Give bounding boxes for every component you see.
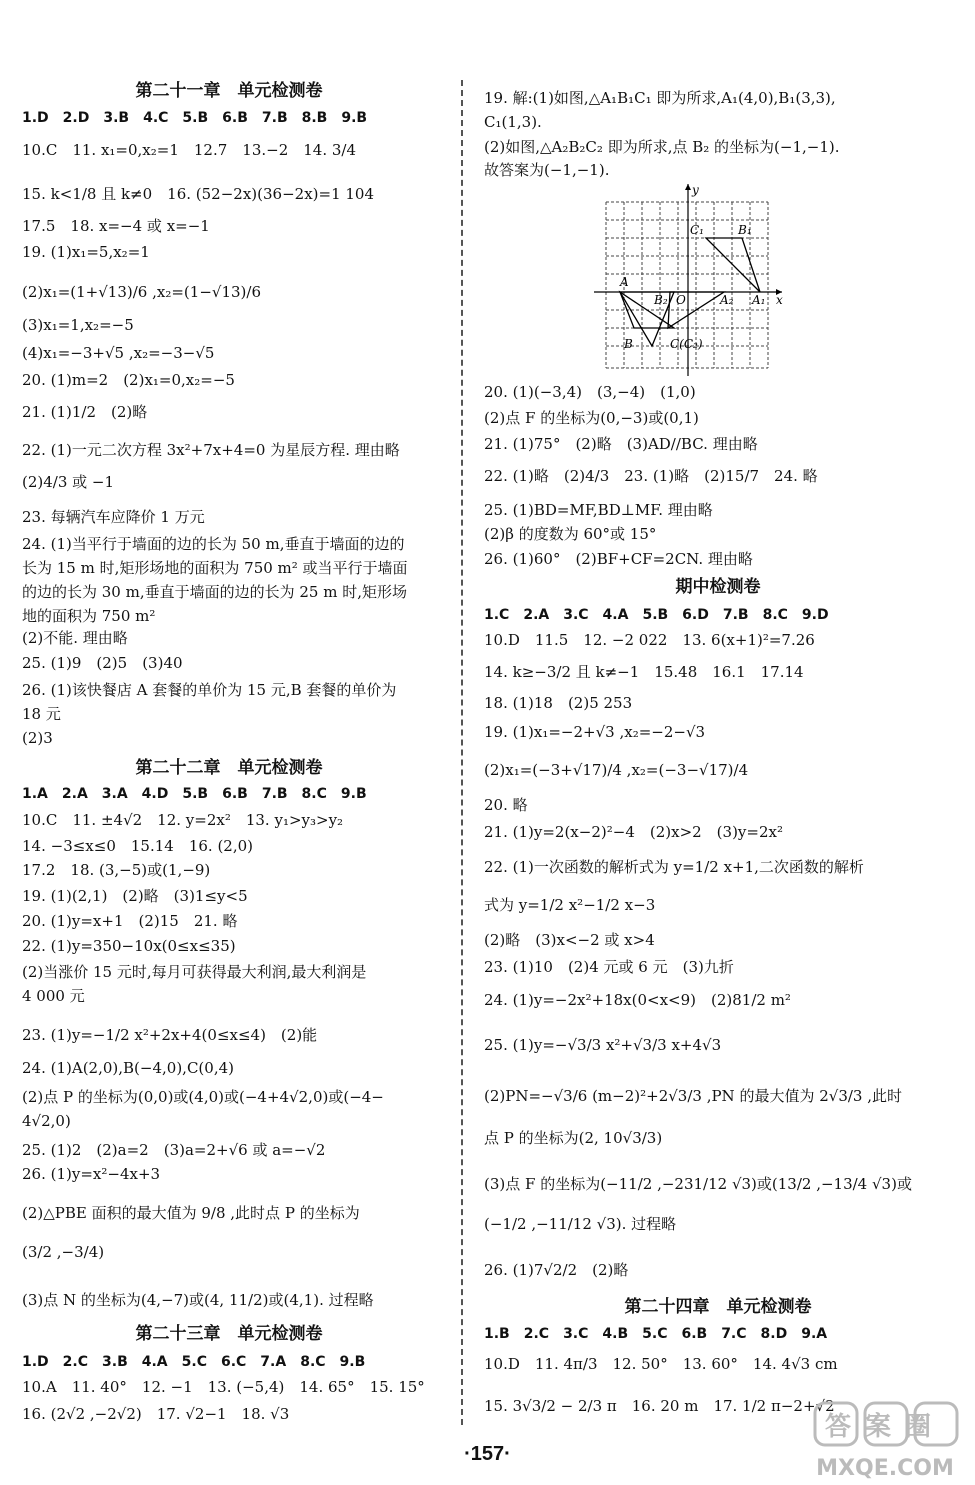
answer-line: 17.5 18. x=−4 或 x=−1 [22,217,210,235]
answer-line: 16. (2√2 ,−2√2) 17. √2−1 18. √3 [22,1405,290,1423]
answer-line: (−1/2 ,−11/12 √3). 过程略 [484,1215,677,1233]
answer-line: 19. (1)x₁=−2+√3 ,x₂=−2−√3 [484,723,706,741]
answer-line: 24. (1)A(2,0),B(−4,0),C(0,4) [22,1059,234,1077]
watermark-logo [795,1395,975,1485]
answer-line: (2)PN=−√3/6 (m−2)²+2√3/3 ,PN 的最大值为 2√3/3 ,此时 [484,1087,903,1105]
answer-line: (2)3 [22,729,53,747]
answer-line: 20. (1)m=2 (2)x₁=0,x₂=−5 [22,371,235,389]
answer-line: 23. (1)10 (2)4 元或 6 元 (3)九折 [484,958,734,976]
answer-line: (3/2 ,−3/4) [22,1243,105,1261]
answer-line: 22. (1)略 (2)4/3 23. (1)略 (2)15/7 24. 略 [484,467,818,485]
answer-line: (2)不能. 理由略 [22,629,128,647]
answer-line: 10.D 11. 4π/3 12. 50° 13. 60° 14. 4√3 cm [484,1355,838,1373]
answer-line: 点 P 的坐标为(2, 10√3/3) [484,1129,663,1147]
section-heading-ch23: 第二十三章 单元检测卷 [135,1324,323,1344]
answer-line: 1.B 2.C 3.C 4.B 5.C 6.B 7.C 8.D 9.A [484,1326,828,1342]
answer-line: 20. (1)y=x+1 (2)15 21. 略 [22,912,238,930]
answer-line: 23. (1)y=−1/2 x²+2x+4(0≤x≤4) (2)能 [22,1026,318,1044]
answer-line: 22. (1)一次函数的解析式为 y=1/2 x+1,二次函数的解析 [484,858,864,876]
answer-line: 1.A 2.A 3.A 4.D 5.B 6.B 7.B 8.C 9.B [22,786,367,802]
answer-line: (2)△PBE 面积的最大值为 9/8 ,此时点 P 的坐标为 [22,1204,360,1222]
answer-line: (3)点 N 的坐标为(4,−7)或(4, 11/2)或(4,1). 过程略 [22,1291,374,1309]
answer-line: 10.C 11. ±4√2 12. y=2x² 13. y₁>y₃>y₂ [22,811,344,829]
answer-line: (2)略 (3)x<−2 或 x>4 [484,931,655,949]
answer-line: (3)点 F 的坐标为(−11/2 ,−231/12 √3)或(13/2 ,−13/4 √3)或 [484,1175,912,1193]
answer-line: 25. (1)y=−√3/3 x²+√3/3 x+4√3 [484,1036,722,1054]
answer-line: 19. (1)(2,1) (2)略 (3)1≤y<5 [22,887,248,905]
answer-line: (2)点 P 的坐标为(0,0)或(4,0)或(−4+4√2,0)或(−4− [22,1088,384,1106]
answer-line: 21. (1)75° (2)略 (3)AD//BC. 理由略 [484,435,758,453]
label-b1: B₁ [738,223,752,237]
answer-line: 19. (1)x₁=5,x₂=1 [22,243,150,261]
label-a: A [620,275,629,289]
answer-line: 1.C 2.A 3.C 4.A 5.B 6.D 7.B 8.C 9.D [484,607,829,623]
answer-line: 15. 3√3/2 − 2/3 π 16. 20 m 17. 1/2 π−2+√2 [484,1397,835,1415]
answer-line: 24. (1)当平行于墙面的边的长为 50 m,垂直于墙面的边的 [22,535,405,553]
label-a1: A₁ [752,293,766,307]
answer-line: 24. (1)y=−2x²+18x(0<x<9) (2)81/2 m² [484,991,791,1009]
section-heading-midterm: 期中检测卷 [675,577,761,597]
answer-line: 14. −3≤x≤0 15.14 16. (2,0) [22,837,253,855]
page-number: ·157· [464,1443,511,1465]
answer-line: (2)x₁=(−3+√17)/4 ,x₂=(−3−√17)/4 [484,761,749,779]
answer-line: 4√2,0) [22,1112,71,1130]
answer-line: 17.2 18. (3,−5)或(1,−9) [22,861,211,879]
section-heading-ch21: 第二十一章 单元检测卷 [135,81,323,101]
answer-line: 故答案为(−1,−1). [484,161,610,179]
answer-line: 的边的长为 30 m,垂直于墙面的边的长为 25 m 时,矩形场 [22,583,407,601]
answer-line: 地的面积为 750 m² [22,607,156,625]
answer-line: 25. (1)BD=MF,BD⊥MF. 理由略 [484,501,713,519]
answer-line: 22. (1)一元二次方程 3x²+7x+4=0 为星辰方程. 理由略 [22,441,400,459]
answer-line: 4 000 元 [22,987,85,1005]
answer-line: (4)x₁=−3+√5 ,x₂=−3−√5 [22,344,215,362]
answer-line: (3)x₁=1,x₂=−5 [22,316,134,334]
answer-line: 20. (1)(−3,4) (3,−4) (1,0) [484,383,696,401]
answer-line: 18 元 [22,705,61,723]
label-o: O [676,293,686,307]
answer-line: 14. k≥−3/2 且 k≠−1 15.48 16.1 17.14 [484,663,804,681]
answer-line: (2)x₁=(1+√13)/6 ,x₂=(1−√13)/6 [22,283,261,301]
answer-line: 22. (1)y=350−10x(0≤x≤35) [22,937,236,955]
answer-line: 25. (1)2 (2)a=2 (3)a=2+√6 或 a=−√2 [22,1141,326,1159]
answer-line: 26. (1)7√2/2 (2)略 [484,1261,629,1279]
answer-line: 25. (1)9 (2)5 (3)40 [22,654,183,672]
answer-line: 19. 解:(1)如图,△A₁B₁C₁ 即为所求,A₁(4,0),B₁(3,3), [484,89,836,107]
label-a2: A₂ [720,293,734,307]
answer-line: 1.D 2.D 3.B 4.C 5.B 6.B 7.B 8.B 9.B [22,110,368,126]
answer-line: 长为 15 m 时,矩形场地的面积为 750 m² 或当平行于墙面 [22,559,408,577]
watermark-text-bottom: MXQE.COM [816,1456,954,1481]
label-c1: C₁ [690,223,704,237]
coordinate-grid-figure [590,180,800,380]
answer-line: 10.D 11.5 12. −2 022 13. 6(x+1)²=7.26 [484,631,815,649]
answer-line: 式为 y=1/2 x²−1/2 x−3 [484,896,656,914]
answer-line: 26. (1)该快餐店 A 套餐的单价为 15 元,B 套餐的单价为 [22,681,397,699]
answer-line: 20. 略 [484,796,528,814]
answer-line: C₁(1,3). [484,113,542,131]
label-b2: B₂ [654,293,668,307]
answer-line: 26. (1)y=x²−4x+3 [22,1165,161,1183]
label-x: x [776,293,783,307]
answer-line: 26. (1)60° (2)BF+CF=2CN. 理由略 [484,550,753,568]
section-heading-ch22: 第二十二章 单元检测卷 [135,758,323,778]
section-heading-ch24: 第二十四章 单元检测卷 [624,1297,812,1317]
column-divider [461,80,463,1425]
label-c-c2: C(C₂) [670,337,703,351]
answer-line: (2)点 F 的坐标为(0,−3)或(0,1) [484,409,699,427]
answer-line: (2)4/3 或 −1 [22,473,115,491]
label-y: y [692,183,699,197]
answer-line: (2)如图,△A₂B₂C₂ 即为所求,点 B₂ 的坐标为(−1,−1). [484,138,840,156]
answer-line: 21. (1)1/2 (2)略 [22,403,148,421]
answer-line: 15. k<1/8 且 k≠0 16. (52−2x)(36−2x)=1 104 [22,185,375,203]
answer-line: 23. 每辆汽车应降价 1 万元 [22,508,205,526]
answer-line: 10.C 11. x₁=0,x₂=1 12.7 13.−2 14. 3/4 [22,141,357,159]
answer-line: (2)当涨价 15 元时,每月可获得最大利润,最大利润是 [22,963,367,981]
label-b: B [624,337,633,351]
answer-line: 1.D 2.C 3.B 4.A 5.C 6.C 7.A 8.C 9.B [22,1354,366,1370]
watermark-text-top: 答案圈 [824,1412,946,1442]
answer-line: 21. (1)y=2(x−2)²−4 (2)x>2 (3)y=2x² [484,823,783,841]
answer-line: 18. (1)18 (2)5 253 [484,694,633,712]
answer-line: (2)β 的度数为 60°或 15° [484,525,657,543]
answer-line: 10.A 11. 40° 12. −1 13. (−5,4) 14. 65° 15. 15° [22,1378,425,1396]
